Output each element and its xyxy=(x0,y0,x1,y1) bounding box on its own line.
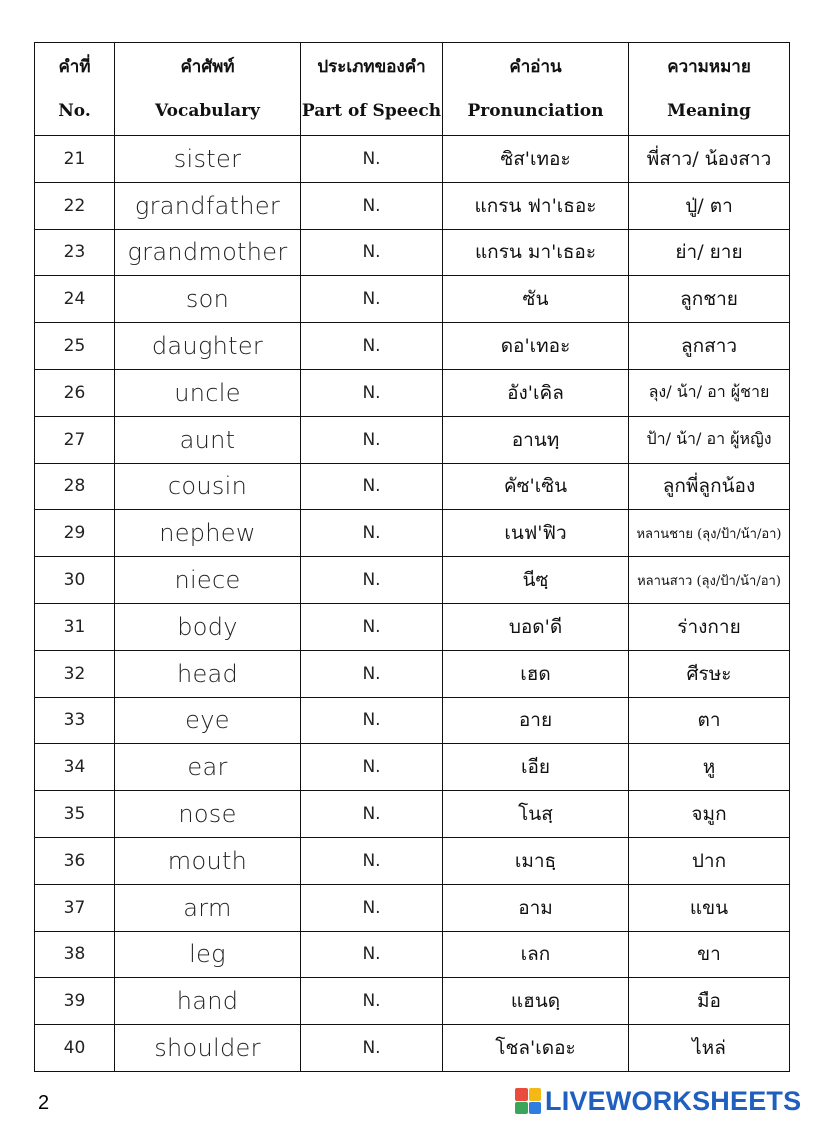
vocabulary-word: body xyxy=(115,603,301,650)
pronunciation: นีซฺ xyxy=(443,557,629,604)
pronunciation: อานทฺ xyxy=(443,416,629,463)
vocabulary-word: sister xyxy=(115,136,301,183)
table-row xyxy=(35,557,790,604)
table-row xyxy=(35,463,790,510)
pronunciation: อาย xyxy=(443,697,629,744)
vocabulary-word: shoulder xyxy=(115,1025,301,1072)
table-row xyxy=(35,229,790,276)
table-row xyxy=(35,650,790,697)
row-number: 29 xyxy=(35,510,115,557)
liveworksheets-logo xyxy=(515,1086,801,1116)
part-of-speech: N. xyxy=(301,650,443,697)
part-of-speech: N. xyxy=(301,510,443,557)
table-row xyxy=(35,978,790,1025)
meaning: ไหล่ xyxy=(629,1025,790,1072)
brand-name: LIVEWORKSHEETS xyxy=(545,1085,802,1116)
page-number: 2 xyxy=(38,1092,50,1114)
pronunciation: โชล'เดอะ xyxy=(443,1025,629,1072)
vocabulary-word: arm xyxy=(115,884,301,931)
vocabulary-rows xyxy=(35,136,790,1072)
meaning: ศีรษะ xyxy=(629,650,790,697)
meaning: ป้า/ น้า/ อา ผู้หญิง xyxy=(629,416,790,463)
row-number: 34 xyxy=(35,744,115,791)
meaning: จมูก xyxy=(629,791,790,838)
part-of-speech: N. xyxy=(301,931,443,978)
header-english: Part of Speech xyxy=(301,101,442,121)
row-number: 21 xyxy=(35,136,115,183)
vocabulary-table xyxy=(34,42,790,1072)
meaning: ย่า/ ยาย xyxy=(629,229,790,276)
meaning: ร่างกาย xyxy=(629,603,790,650)
logo-square xyxy=(529,1102,542,1115)
pronunciation: ซิส'เทอะ xyxy=(443,136,629,183)
part-of-speech: N. xyxy=(301,603,443,650)
meaning: มือ xyxy=(629,978,790,1025)
vocabulary-word: son xyxy=(115,276,301,323)
table-row xyxy=(35,837,790,884)
vocabulary-word: cousin xyxy=(115,463,301,510)
table-row xyxy=(35,276,790,323)
table-row xyxy=(35,369,790,416)
table-row xyxy=(35,323,790,370)
header-thai: ประเภทของคำ xyxy=(317,57,426,77)
header-english: Meaning xyxy=(667,101,751,121)
vocabulary-word: grandmother xyxy=(115,229,301,276)
pronunciation: แกรน มา'เธอะ xyxy=(443,229,629,276)
part-of-speech: N. xyxy=(301,463,443,510)
liveworksheets-logo-icon xyxy=(515,1088,541,1114)
part-of-speech: N. xyxy=(301,416,443,463)
row-number: 33 xyxy=(35,697,115,744)
vocabulary-word: ear xyxy=(115,744,301,791)
meaning: ลูกพี่ลูกน้อง xyxy=(629,463,790,510)
vocabulary-word: head xyxy=(115,650,301,697)
pronunciation: เลก xyxy=(443,931,629,978)
row-number: 31 xyxy=(35,603,115,650)
vocabulary-word: nose xyxy=(115,791,301,838)
table-row xyxy=(35,182,790,229)
table-row xyxy=(35,1025,790,1072)
vocabulary-word: nephew xyxy=(115,510,301,557)
header-thai: คำศัพท์ xyxy=(180,57,235,77)
pronunciation: แฮนดฺ xyxy=(443,978,629,1025)
row-number: 39 xyxy=(35,978,115,1025)
pronunciation: ซัน xyxy=(443,276,629,323)
pronunciation: เมาธฺ xyxy=(443,837,629,884)
part-of-speech: N. xyxy=(301,136,443,183)
part-of-speech: N. xyxy=(301,182,443,229)
meaning: ลูกสาว xyxy=(629,323,790,370)
part-of-speech: N. xyxy=(301,697,443,744)
row-number: 28 xyxy=(35,463,115,510)
header-thai: คำที่ xyxy=(58,57,91,77)
row-number: 25 xyxy=(35,323,115,370)
pronunciation: บอด'ดี xyxy=(443,603,629,650)
meaning: ปาก xyxy=(629,837,790,884)
row-number: 27 xyxy=(35,416,115,463)
header-part-of-speech xyxy=(301,43,443,136)
meaning: ปู่/ ตา xyxy=(629,182,790,229)
pronunciation: โนสฺ xyxy=(443,791,629,838)
part-of-speech: N. xyxy=(301,276,443,323)
pronunciation: แกรน ฟา'เธอะ xyxy=(443,182,629,229)
row-number: 38 xyxy=(35,931,115,978)
meaning: หู xyxy=(629,744,790,791)
header-pronunciation xyxy=(443,43,629,136)
vocabulary-word: grandfather xyxy=(115,182,301,229)
pronunciation: เฮด xyxy=(443,650,629,697)
meaning: ตา xyxy=(629,697,790,744)
table-row xyxy=(35,884,790,931)
meaning: หลานสาว (ลุง/ป้า/น้า/อา) xyxy=(629,557,790,604)
part-of-speech: N. xyxy=(301,557,443,604)
vocabulary-word: uncle xyxy=(115,369,301,416)
meaning: พี่สาว/ น้องสาว xyxy=(629,136,790,183)
vocabulary-word: aunt xyxy=(115,416,301,463)
table-row xyxy=(35,791,790,838)
part-of-speech: N. xyxy=(301,791,443,838)
table-row xyxy=(35,697,790,744)
part-of-speech: N. xyxy=(301,884,443,931)
row-number: 37 xyxy=(35,884,115,931)
row-number: 23 xyxy=(35,229,115,276)
table-row xyxy=(35,136,790,183)
vocabulary-word: leg xyxy=(115,931,301,978)
row-number: 35 xyxy=(35,791,115,838)
row-number: 22 xyxy=(35,182,115,229)
pronunciation: เอีย xyxy=(443,744,629,791)
meaning: ลุง/ น้า/ อา ผู้ชาย xyxy=(629,369,790,416)
table-row xyxy=(35,931,790,978)
row-number: 32 xyxy=(35,650,115,697)
vocabulary-word: eye xyxy=(115,697,301,744)
vocabulary-word: daughter xyxy=(115,323,301,370)
pronunciation: เนฟ'ฟิว xyxy=(443,510,629,557)
header-thai: ความหมาย xyxy=(667,57,751,77)
meaning: ขา xyxy=(629,931,790,978)
table-row xyxy=(35,744,790,791)
part-of-speech: N. xyxy=(301,837,443,884)
header-row xyxy=(35,43,790,136)
row-number: 26 xyxy=(35,369,115,416)
header-english: Pronunciation xyxy=(467,101,604,121)
part-of-speech: N. xyxy=(301,229,443,276)
table-row xyxy=(35,416,790,463)
vocabulary-word: mouth xyxy=(115,837,301,884)
part-of-speech: N. xyxy=(301,369,443,416)
vocabulary-word: hand xyxy=(115,978,301,1025)
logo-square xyxy=(515,1102,528,1115)
logo-square xyxy=(529,1088,542,1101)
pronunciation: อัง'เคิล xyxy=(443,369,629,416)
table-row xyxy=(35,510,790,557)
part-of-speech: N. xyxy=(301,1025,443,1072)
row-number: 24 xyxy=(35,276,115,323)
header-thai: คำอ่าน xyxy=(509,57,562,77)
pronunciation: อาม xyxy=(443,884,629,931)
row-number: 40 xyxy=(35,1025,115,1072)
part-of-speech: N. xyxy=(301,978,443,1025)
logo-square xyxy=(515,1088,528,1101)
pronunciation: ดอ'เทอะ xyxy=(443,323,629,370)
meaning: ลูกชาย xyxy=(629,276,790,323)
header-english: Vocabulary xyxy=(155,101,260,121)
vocabulary-word: niece xyxy=(115,557,301,604)
row-number: 36 xyxy=(35,837,115,884)
meaning: แขน xyxy=(629,884,790,931)
row-number: 30 xyxy=(35,557,115,604)
table-row xyxy=(35,603,790,650)
pronunciation: คัซ'เซิน xyxy=(443,463,629,510)
header-no xyxy=(35,43,115,136)
meaning: หลานชาย (ลุง/ป้า/น้า/อา) xyxy=(629,510,790,557)
header-english: No. xyxy=(58,101,91,121)
header-vocabulary xyxy=(115,43,301,136)
part-of-speech: N. xyxy=(301,323,443,370)
part-of-speech: N. xyxy=(301,744,443,791)
header-meaning xyxy=(629,43,790,136)
